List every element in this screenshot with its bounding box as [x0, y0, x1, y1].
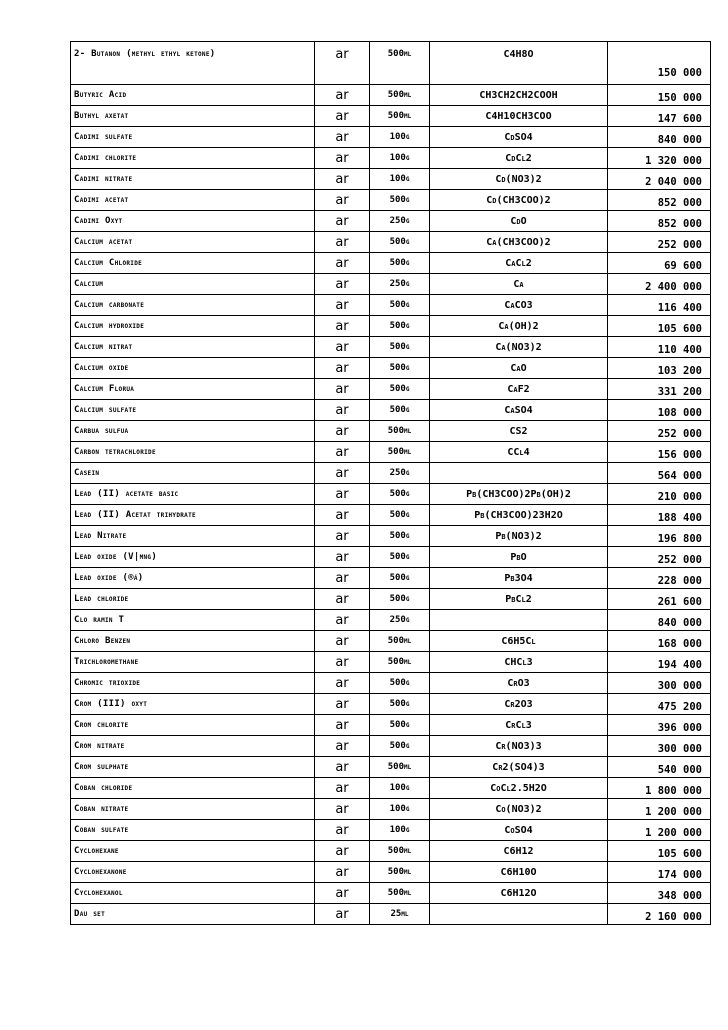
chemical-name-cell: Cadimi chlorite: [71, 148, 315, 169]
price-cell: 150 000: [608, 85, 711, 106]
price-cell: 174 000: [608, 862, 711, 883]
table-row: [71, 379, 711, 400]
table-row: [71, 400, 711, 421]
table-row: [71, 253, 711, 274]
chemical-name-cell: Clo ramin T: [71, 610, 315, 631]
chemical-name-cell: Buthyl axetat: [71, 106, 315, 127]
grade-cell: ar: [315, 106, 370, 127]
chemical-name-cell: Calcium sulfate: [71, 400, 315, 421]
package-size-cell: 500g: [370, 694, 430, 715]
price-cell: 116 400: [608, 295, 711, 316]
package-size-cell: 500g: [370, 673, 430, 694]
table-row: [71, 232, 711, 253]
grade-cell: ar: [315, 652, 370, 673]
price-cell: 475 200: [608, 694, 711, 715]
price-cell: 300 000: [608, 736, 711, 757]
chemical-name-cell: Cadimi nitrate: [71, 169, 315, 190]
chemical-name-cell: Cyclohexane: [71, 841, 315, 862]
package-size-cell: 500g: [370, 337, 430, 358]
chemical-name-cell: Crom sulphate: [71, 757, 315, 778]
price-cell: 2 160 000: [608, 904, 711, 925]
grade-cell: ar: [315, 232, 370, 253]
chemical-name-cell: Casein: [71, 463, 315, 484]
table-row: [71, 778, 711, 799]
chemical-name-cell: Butyric Acid: [71, 85, 315, 106]
price-cell: 2 040 000: [608, 169, 711, 190]
formula-cell: C6H10O: [430, 862, 608, 883]
chemical-name-cell: Carbua sulfua: [71, 421, 315, 442]
grade-cell: ar: [315, 42, 370, 85]
grade-cell: ar: [315, 568, 370, 589]
formula-cell: Cd(CH3COO)2: [430, 190, 608, 211]
grade-cell: ar: [315, 127, 370, 148]
formula-cell: CoSO4: [430, 820, 608, 841]
formula-cell: CH3CH2CH2COOH: [430, 85, 608, 106]
formula-cell: Ca(NO3)2: [430, 337, 608, 358]
package-size-cell: 500ml: [370, 442, 430, 463]
price-cell: 110 400: [608, 337, 711, 358]
table-row: [71, 904, 711, 925]
table-body: [71, 42, 711, 925]
table-row: [71, 169, 711, 190]
chemical-name-cell: Calcium hydroxide: [71, 316, 315, 337]
table-row: [71, 42, 711, 85]
package-size-cell: 500g: [370, 358, 430, 379]
price-cell: 252 000: [608, 547, 711, 568]
chemical-name-cell: Calcium acetat: [71, 232, 315, 253]
package-size-cell: 100g: [370, 799, 430, 820]
grade-cell: ar: [315, 904, 370, 925]
grade-cell: ar: [315, 295, 370, 316]
table-row: [71, 568, 711, 589]
table-row: [71, 715, 711, 736]
package-size-cell: 100g: [370, 820, 430, 841]
table-row: [71, 820, 711, 841]
chemical-name-cell: Lead (II) Acetat trihydrate: [71, 505, 315, 526]
price-cell: 564 000: [608, 463, 711, 484]
chemical-name-cell: Calcium carbonate: [71, 295, 315, 316]
price-cell: 2 400 000: [608, 274, 711, 295]
price-cell: 252 000: [608, 232, 711, 253]
formula-cell: CaCO3: [430, 295, 608, 316]
chemical-name-cell: Calcium oxide: [71, 358, 315, 379]
price-cell: 300 000: [608, 673, 711, 694]
package-size-cell: 250g: [370, 610, 430, 631]
chemical-name-cell: Lead oxide (®á): [71, 568, 315, 589]
package-size-cell: 250g: [370, 274, 430, 295]
formula-cell: [430, 610, 608, 631]
formula-cell: Pb3O4: [430, 568, 608, 589]
grade-cell: ar: [315, 526, 370, 547]
formula-cell: Cd(NO3)2: [430, 169, 608, 190]
package-size-cell: 500g: [370, 379, 430, 400]
price-cell: 331 200: [608, 379, 711, 400]
table-row: [71, 589, 711, 610]
chemical-name-cell: Trichloromethane: [71, 652, 315, 673]
price-cell: 1 200 000: [608, 799, 711, 820]
package-size-cell: 500g: [370, 736, 430, 757]
grade-cell: ar: [315, 463, 370, 484]
formula-cell: Pb(CH3COO)2Pb(OH)2: [430, 484, 608, 505]
grade-cell: ar: [315, 715, 370, 736]
formula-cell: CdO: [430, 211, 608, 232]
grade-cell: ar: [315, 190, 370, 211]
formula-cell: C6H12: [430, 841, 608, 862]
price-cell: 396 000: [608, 715, 711, 736]
table-row: [71, 673, 711, 694]
table-row: [71, 211, 711, 232]
grade-cell: ar: [315, 757, 370, 778]
chemical-name-cell: Cyclohexanone: [71, 862, 315, 883]
grade-cell: ar: [315, 820, 370, 841]
price-cell: 1 320 000: [608, 148, 711, 169]
formula-cell: C6H5Cl: [430, 631, 608, 652]
formula-cell: Cr2(SO4)3: [430, 757, 608, 778]
package-size-cell: 500ml: [370, 421, 430, 442]
package-size-cell: 500ml: [370, 883, 430, 904]
package-size-cell: 500g: [370, 253, 430, 274]
table-row: [71, 694, 711, 715]
package-size-cell: 500ml: [370, 631, 430, 652]
formula-cell: C4H10CH3COO: [430, 106, 608, 127]
price-cell: 252 000: [608, 421, 711, 442]
grade-cell: ar: [315, 505, 370, 526]
price-cell: 840 000: [608, 127, 711, 148]
price-cell: 1 800 000: [608, 778, 711, 799]
grade-cell: ar: [315, 421, 370, 442]
package-size-cell: 500g: [370, 232, 430, 253]
price-cell: 156 000: [608, 442, 711, 463]
package-size-cell: 500ml: [370, 652, 430, 673]
formula-cell: PbO: [430, 547, 608, 568]
formula-cell: CaO: [430, 358, 608, 379]
chemical-name-cell: Dau set: [71, 904, 315, 925]
table-row: [71, 547, 711, 568]
chemical-name-cell: Coban sulfate: [71, 820, 315, 841]
table-row: [71, 421, 711, 442]
chemical-name-cell: Cadimi sulfate: [71, 127, 315, 148]
grade-cell: ar: [315, 316, 370, 337]
package-size-cell: 500g: [370, 400, 430, 421]
package-size-cell: 100g: [370, 127, 430, 148]
formula-cell: Ca: [430, 274, 608, 295]
chemical-name-cell: Coban chloride: [71, 778, 315, 799]
grade-cell: ar: [315, 841, 370, 862]
formula-cell: PbCl2: [430, 589, 608, 610]
grade-cell: ar: [315, 337, 370, 358]
grade-cell: ar: [315, 631, 370, 652]
package-size-cell: 250g: [370, 463, 430, 484]
package-size-cell: 500g: [370, 568, 430, 589]
table-row: [71, 505, 711, 526]
chemical-name-cell: Calcium nitrat: [71, 337, 315, 358]
table-row: [71, 799, 711, 820]
formula-cell: [430, 904, 608, 925]
grade-cell: ar: [315, 379, 370, 400]
table-row: [71, 526, 711, 547]
formula-cell: CaF2: [430, 379, 608, 400]
chemical-name-cell: Carbon tetrachloride: [71, 442, 315, 463]
package-size-cell: 500ml: [370, 106, 430, 127]
formula-cell: CoCl2.5H2O: [430, 778, 608, 799]
price-cell: 196 800: [608, 526, 711, 547]
price-cell: 540 000: [608, 757, 711, 778]
grade-cell: ar: [315, 400, 370, 421]
chemical-name-cell: Calcium Florua: [71, 379, 315, 400]
table-row: [71, 757, 711, 778]
table-row: [71, 484, 711, 505]
table-row: [71, 652, 711, 673]
formula-cell: [430, 463, 608, 484]
chemical-name-cell: Cyclohexanol: [71, 883, 315, 904]
price-cell: 840 000: [608, 610, 711, 631]
formula-cell: CrO3: [430, 673, 608, 694]
package-size-cell: 100g: [370, 148, 430, 169]
price-cell: 105 600: [608, 841, 711, 862]
grade-cell: ar: [315, 589, 370, 610]
table-row: [71, 736, 711, 757]
chemical-name-cell: 2- Butanon (methyl ethyl ketone): [71, 42, 315, 85]
chemical-name-cell: Calcium Chloride: [71, 253, 315, 274]
package-size-cell: 500g: [370, 316, 430, 337]
package-size-cell: 250g: [370, 211, 430, 232]
formula-cell: CS2: [430, 421, 608, 442]
package-size-cell: 500ml: [370, 757, 430, 778]
price-cell: 105 600: [608, 316, 711, 337]
table-row: [71, 316, 711, 337]
chemical-name-cell: Crom (III) oxyt: [71, 694, 315, 715]
package-size-cell: 500ml: [370, 42, 430, 85]
package-size-cell: 500g: [370, 484, 430, 505]
formula-cell: Pb(NO3)2: [430, 526, 608, 547]
table-row: [71, 841, 711, 862]
formula-cell: CaSO4: [430, 400, 608, 421]
formula-cell: CCl4: [430, 442, 608, 463]
formula-cell: CaCl2: [430, 253, 608, 274]
price-cell: 1 200 000: [608, 820, 711, 841]
chemical-name-cell: Lead (II) acetate basic: [71, 484, 315, 505]
grade-cell: ar: [315, 694, 370, 715]
grade-cell: ar: [315, 799, 370, 820]
chemical-name-cell: Crom nitrate: [71, 736, 315, 757]
table-row: [71, 442, 711, 463]
package-size-cell: 500g: [370, 295, 430, 316]
package-size-cell: 500g: [370, 526, 430, 547]
chemical-name-cell: Lead Nitrate: [71, 526, 315, 547]
formula-cell: Cr2O3: [430, 694, 608, 715]
grade-cell: ar: [315, 883, 370, 904]
formula-cell: Ca(CH3COO)2: [430, 232, 608, 253]
chemical-name-cell: Coban nitrate: [71, 799, 315, 820]
chemical-name-cell: Chloro Benzen: [71, 631, 315, 652]
grade-cell: ar: [315, 148, 370, 169]
formula-cell: CdSO4: [430, 127, 608, 148]
chemical-name-cell: Lead oxide (V|µng): [71, 547, 315, 568]
formula-cell: Co(NO3)2: [430, 799, 608, 820]
price-cell: 188 400: [608, 505, 711, 526]
table-row: [71, 190, 711, 211]
chemical-name-cell: Lead chloride: [71, 589, 315, 610]
table-row: [71, 274, 711, 295]
table-row: [71, 463, 711, 484]
chemical-price-table: [70, 41, 711, 925]
chemical-name-cell: Cadimi Oxyt: [71, 211, 315, 232]
table-row: [71, 85, 711, 106]
table-row: [71, 358, 711, 379]
price-cell: 69 600: [608, 253, 711, 274]
price-cell: 168 000: [608, 631, 711, 652]
formula-cell: CHCl3: [430, 652, 608, 673]
package-size-cell: 100g: [370, 169, 430, 190]
price-cell: 103 200: [608, 358, 711, 379]
grade-cell: ar: [315, 274, 370, 295]
formula-cell: Ca(OH)2: [430, 316, 608, 337]
grade-cell: ar: [315, 736, 370, 757]
grade-cell: ar: [315, 862, 370, 883]
grade-cell: ar: [315, 169, 370, 190]
price-cell: 194 400: [608, 652, 711, 673]
package-size-cell: 25ml: [370, 904, 430, 925]
table-row: [71, 127, 711, 148]
chemical-name-cell: Calcium: [71, 274, 315, 295]
table-row: [71, 106, 711, 127]
price-cell: 228 000: [608, 568, 711, 589]
table-row: [71, 631, 711, 652]
package-size-cell: 500ml: [370, 85, 430, 106]
formula-cell: CdCl2: [430, 148, 608, 169]
formula-cell: CrCl3: [430, 715, 608, 736]
formula-cell: Cr(NO3)3: [430, 736, 608, 757]
grade-cell: ar: [315, 778, 370, 799]
formula-cell: C4H8O: [430, 42, 608, 85]
price-cell: 150 000: [608, 42, 711, 85]
chemical-name-cell: Cadimi acetat: [71, 190, 315, 211]
chemical-name-cell: Chromic trioxide: [71, 673, 315, 694]
table-row: [71, 295, 711, 316]
table-row: [71, 610, 711, 631]
price-cell: 210 000: [608, 484, 711, 505]
package-size-cell: 500g: [370, 547, 430, 568]
table-row: [71, 883, 711, 904]
grade-cell: ar: [315, 358, 370, 379]
price-cell: 852 000: [608, 190, 711, 211]
package-size-cell: 500ml: [370, 841, 430, 862]
grade-cell: ar: [315, 547, 370, 568]
formula-cell: C6H12O: [430, 883, 608, 904]
package-size-cell: 100g: [370, 778, 430, 799]
package-size-cell: 500g: [370, 190, 430, 211]
price-cell: 108 000: [608, 400, 711, 421]
price-cell: 852 000: [608, 211, 711, 232]
package-size-cell: 500g: [370, 505, 430, 526]
table-row: [71, 148, 711, 169]
package-size-cell: 500g: [370, 589, 430, 610]
price-cell: 348 000: [608, 883, 711, 904]
grade-cell: ar: [315, 211, 370, 232]
price-cell: 261 600: [608, 589, 711, 610]
grade-cell: ar: [315, 484, 370, 505]
grade-cell: ar: [315, 673, 370, 694]
grade-cell: ar: [315, 85, 370, 106]
price-cell: 147 600: [608, 106, 711, 127]
grade-cell: ar: [315, 610, 370, 631]
package-size-cell: 500ml: [370, 862, 430, 883]
grade-cell: ar: [315, 442, 370, 463]
table-row: [71, 862, 711, 883]
grade-cell: ar: [315, 253, 370, 274]
table-row: [71, 337, 711, 358]
package-size-cell: 500g: [370, 715, 430, 736]
formula-cell: Pb(CH3COO)23H2O: [430, 505, 608, 526]
chemical-name-cell: Crom chlorite: [71, 715, 315, 736]
